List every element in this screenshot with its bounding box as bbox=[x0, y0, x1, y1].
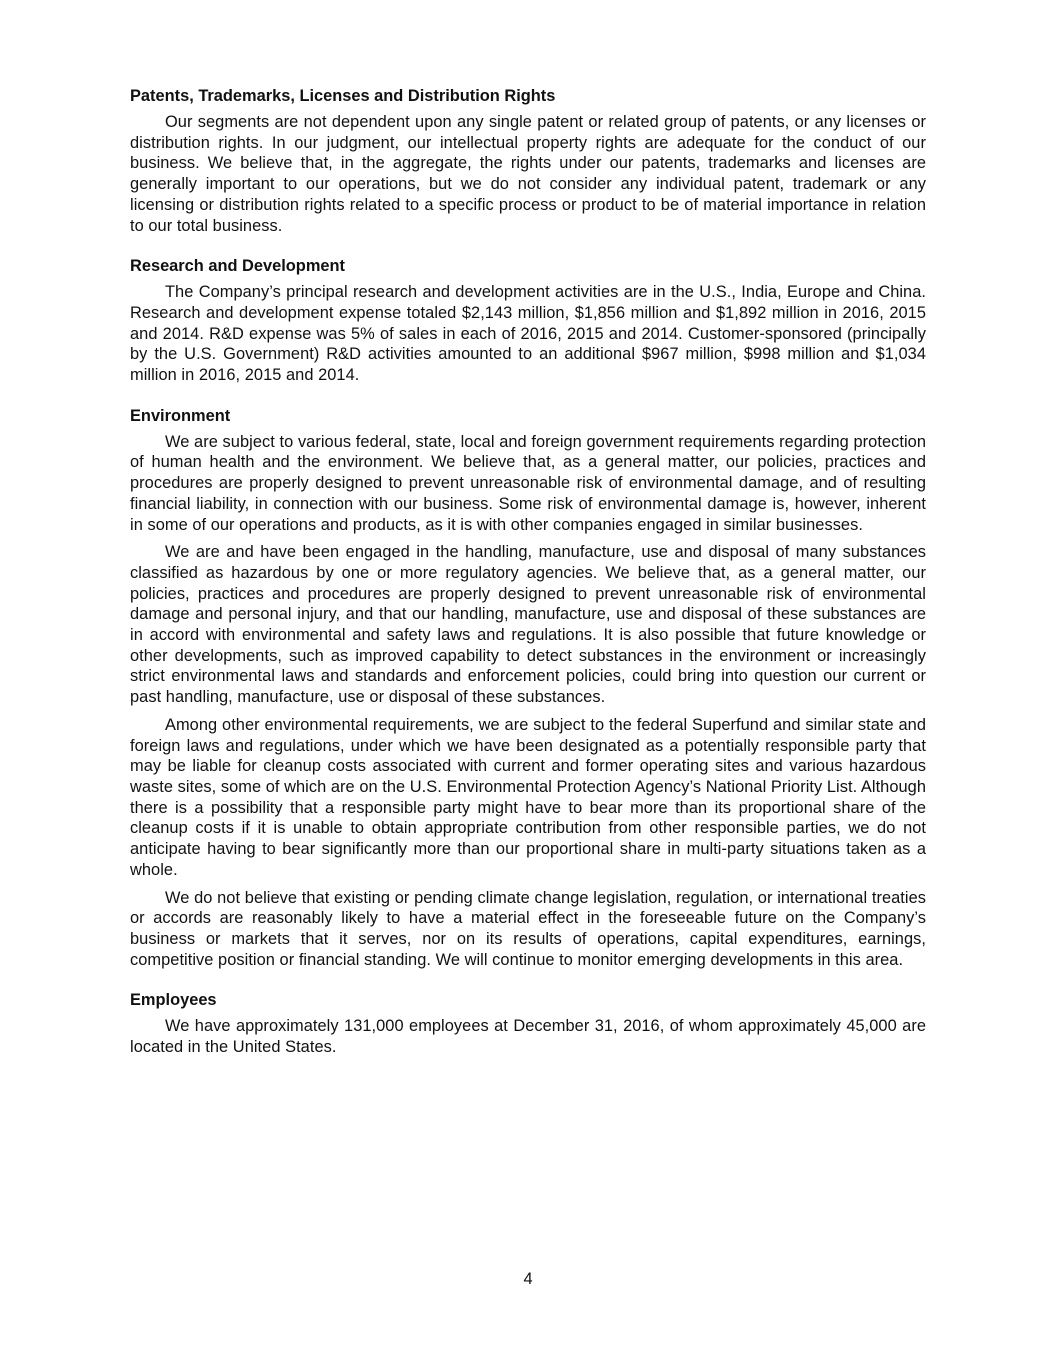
section-heading: Patents, Trademarks, Licenses and Distribution Rights bbox=[130, 87, 556, 105]
section-employees bbox=[130, 990, 926, 1057]
section-heading: Environment bbox=[130, 406, 231, 425]
paragraph: We are subject to various federal, state, local and foreign government requirements regarding protection of human health and the environment. We believe that, as a general matter, our policies, practices and procedures are properly designed to prevent unreasonable risk of environmental damage, and of resulting financial liability, in connection with our business. Some risk of environmental damage is, however, inherent in some of our operations and products, as it is with other companies engaged in similar businesses. bbox=[130, 432, 926, 534]
section-research-development bbox=[130, 256, 926, 386]
section-patents bbox=[130, 86, 926, 236]
paragraph: We have approximately 131,000 employees at December 31, 2016, of whom approximately 45,000 are located in the United States. bbox=[130, 1017, 926, 1057]
section-environment bbox=[130, 406, 926, 971]
paragraph: We are and have been engaged in the handling, manufacture, use and disposal of many substances classified as hazardous by one or more regulatory agencies. We believe that, as a general matter, our policies, practices and procedures are properly designed to prevent unreasonable risk of environmental damage and personal injury, and that our handling, manufacture, use and disposal of these substances are in accord with environmental and safety laws and regulations. It is also possible that future knowledge or other developments, such as improved capability to detect substances in the environment or increasingly strict environmental laws and standards and enforcement policies, could bring into question our current or past handling, manufacture, use or disposal of these substances. bbox=[130, 543, 926, 707]
paragraph: The Company’s principal research and development activities are in the U.S., India, Europe and China. Research and development expense totaled $2,143 million, $1,856 million and $1,892 million in 2016, 2015 and 2014. R&D expense was 5% of sales in each of 2016, 2015 and 2014. Customer-sponsored (principally by the U.S. Government) R&D activities amounted to an additional $967 million, $998 million and $1,034 million in 2016, 2015 and 2014. bbox=[130, 283, 926, 385]
paragraph: Among other environmental requirements, we are subject to the federal Superfund and similar state and foreign laws and regulations, under which we have been designated as a potentially responsible party that may be liable for cleanup costs associated with current and former operating sites and various hazardous waste sites, some of which are on the U.S. Environmental Protection Agency’s National Priority List. Although there is a possibility that a responsible party might have to bear more than its proportional share of the cleanup costs if it is unable to obtain appropriate contribution from other responsible parties, we do not anticipate having to bear significantly more than our proportional share in multi-party situations taken as a whole. bbox=[130, 715, 926, 879]
paragraph: Our segments are not dependent upon any single patent or related group of patents, or any licenses or distribution rights. In our judgment, our intellectual property rights are adequate for the conduct of our business. We believe that, in the aggregate, the rights under our patents, trademarks and licenses are generally important to our operations, but we do not consider any individual patent, trademark or any licensing or distribution rights related to a specific process or product to be of material importance in relation to our total business. bbox=[130, 113, 926, 235]
section-heading: Research and Development bbox=[130, 257, 345, 276]
document-page bbox=[130, 86, 926, 1078]
page-number: 4 bbox=[523, 1270, 533, 1288]
paragraph: We do not believe that existing or pending climate change legislation, regulation, or international treaties or accords are reasonably likely to have a material effect in the foreseeable future on the Company’s business or markets that it serves, nor on its results of operations, capital expenditures, earnings, competitive position or financial standing. We will continue to monitor emerging developments in this area. bbox=[130, 888, 926, 969]
section-heading: Employees bbox=[130, 991, 217, 1010]
